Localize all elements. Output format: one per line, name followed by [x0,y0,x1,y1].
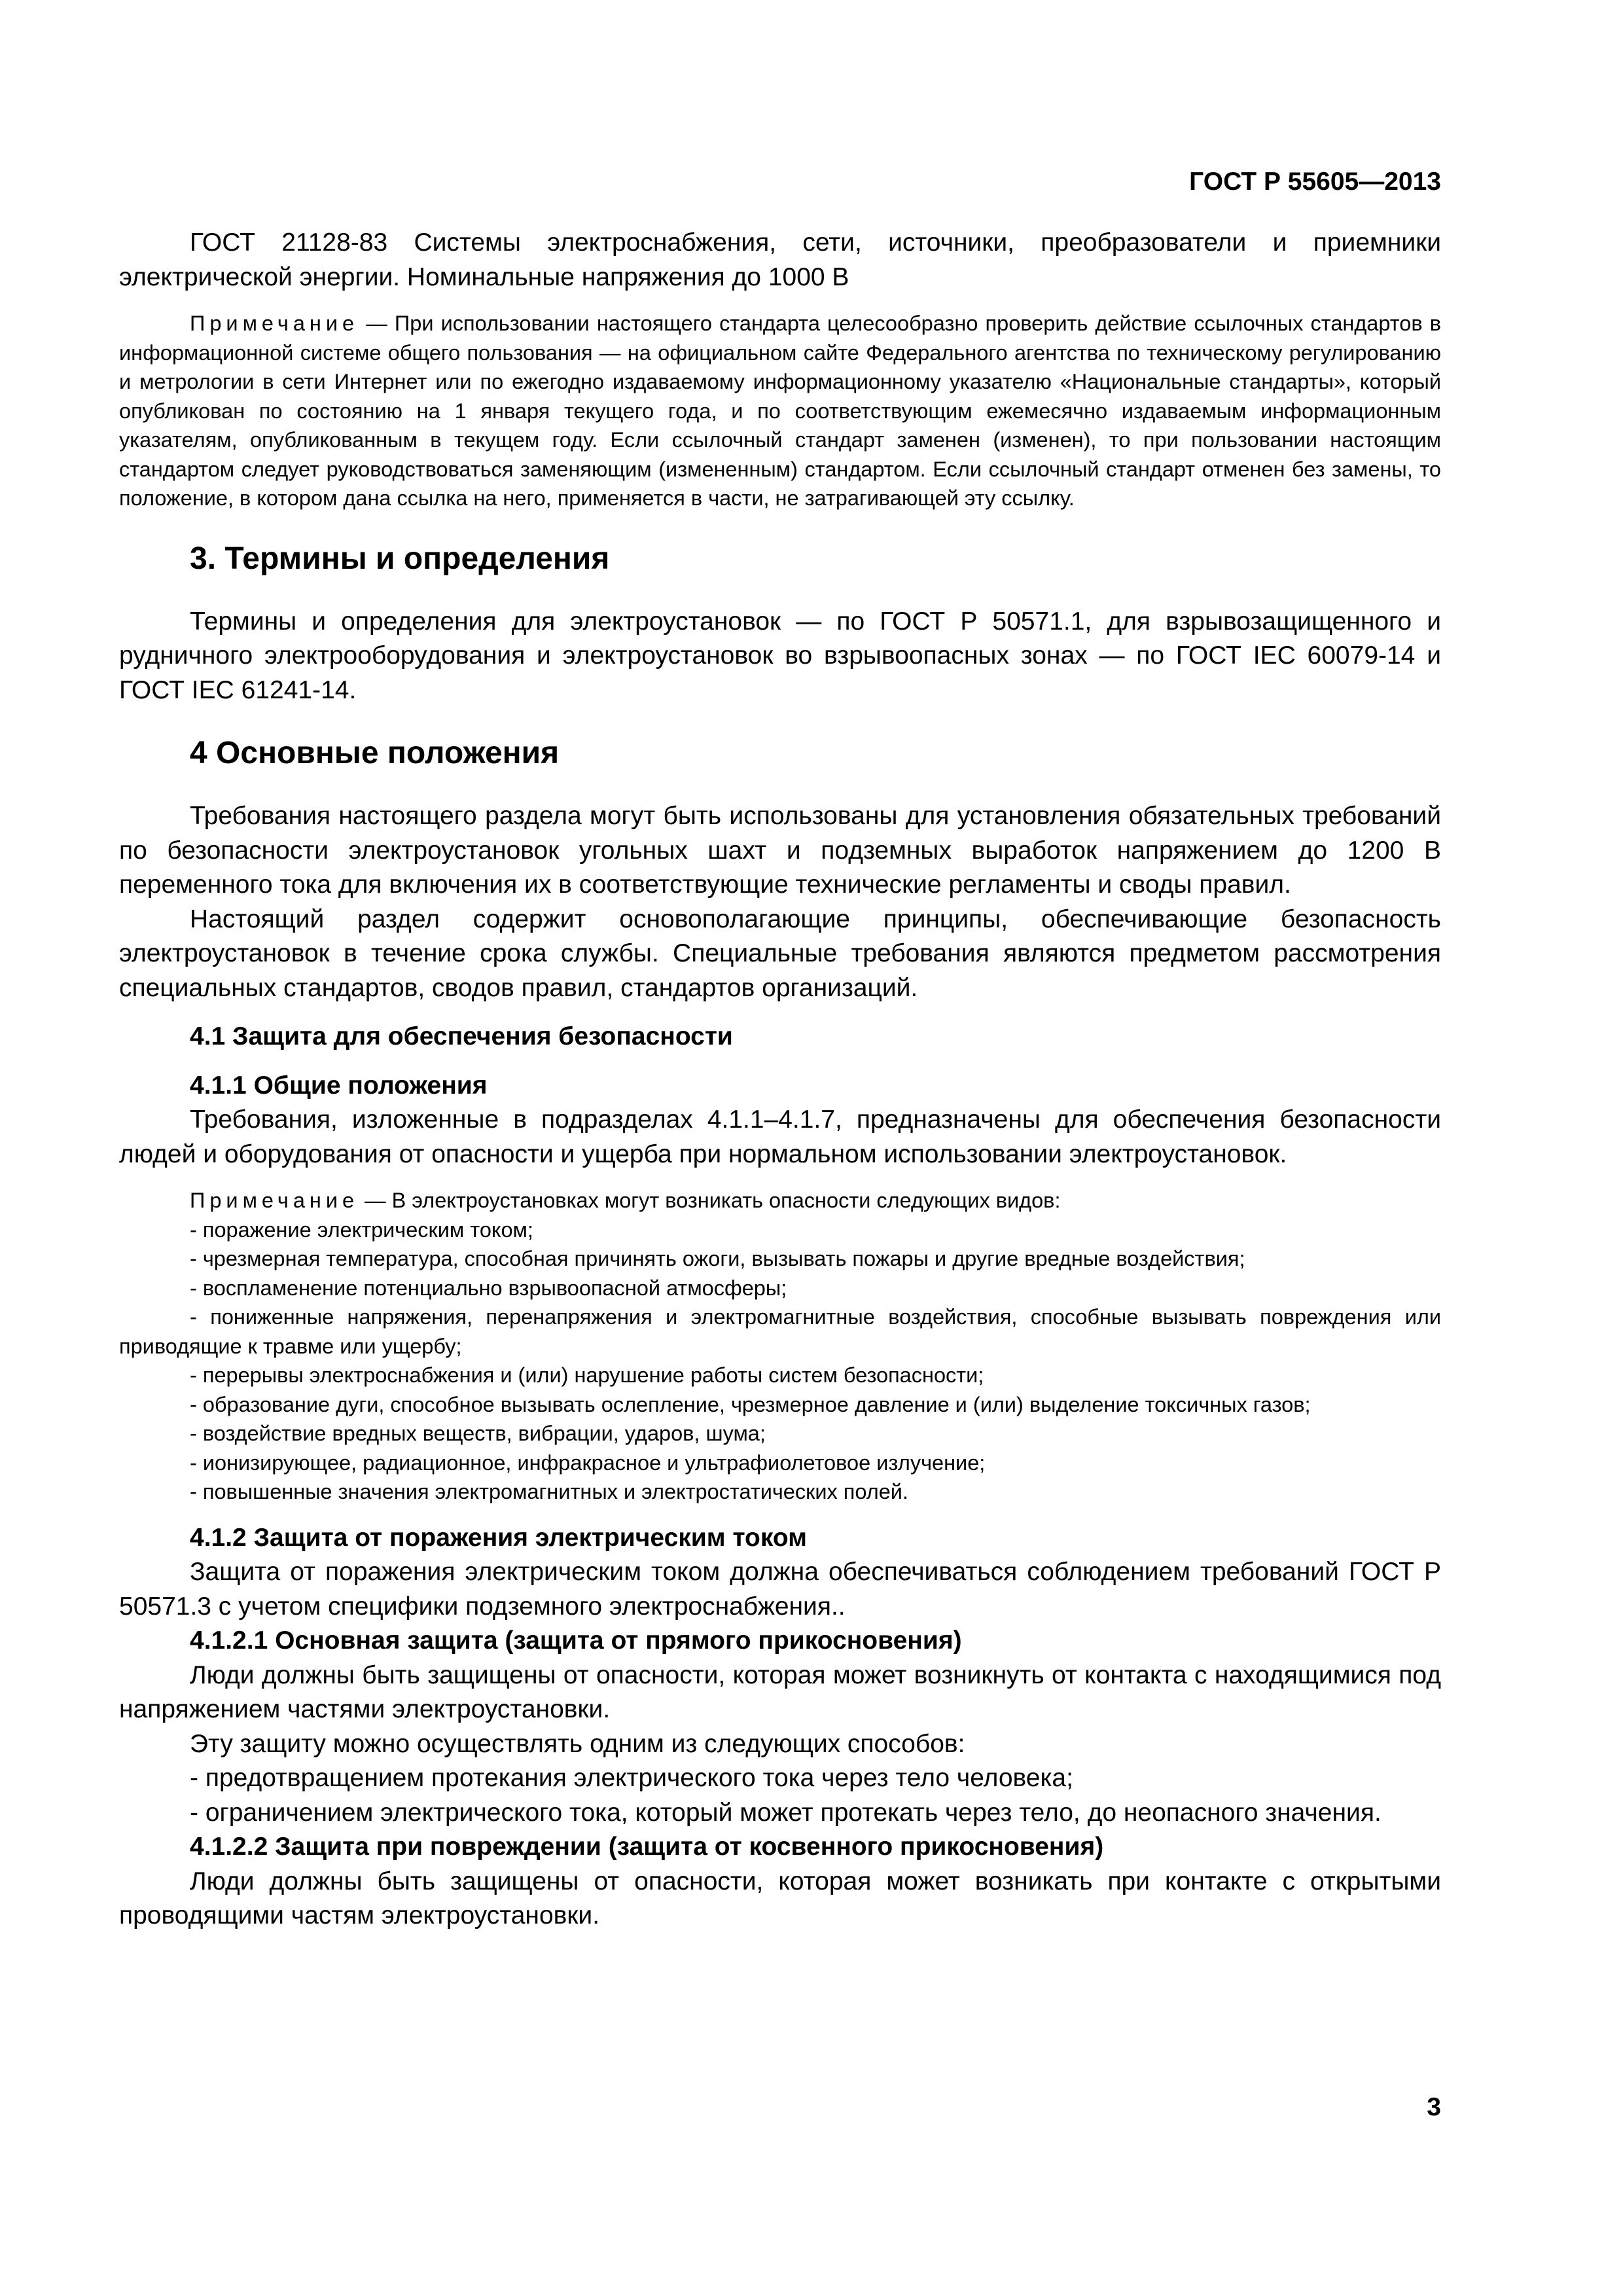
reference-gost-21128: ГОСТ 21128-83 Системы электроснабжения, сети, источники, преобразователи и приемники электрической энергии. Номинальные напряжения до 1000 В [119,228,1441,291]
note-hazards [119,1186,1441,1507]
subsection-4-1-1-title: 4.1.1 Общие положения [190,1071,488,1100]
subsection-4-1-2-1-title: 4.1.2.1 Основная защита (защита от прямого прикосновения) [190,1626,962,1655]
subsection-4-1-2-2-text: Люди должны быть защищены от опасности, которая может возникать при контакте с открытыми проводящими частям электроустановки. [119,1867,1441,1929]
list-item: - воспламенение потенциально взрывоопасной атмосферы; [190,1276,787,1300]
section-3-text: Термины и определения для электроустановок — по ГОСТ Р 50571.1, для взрывозащищенного и рудничного электрооборудования и электроустановок во взрывоопасных зонах — по ГОСТ IEC 60079-14 и ГОСТ IEC 61241-14. [119,607,1441,704]
page-number: 3 [1427,2093,1441,2121]
section-4-title: 4 Основные положения [190,736,560,770]
document-header: ГОСТ Р 55605—2013 [1189,168,1441,196]
note-label: Примечание [190,1189,359,1212]
list-item: - предотвращением протекания электрического тока через тело человека; [190,1764,1073,1792]
subsection-4-1-2-1-text-1: Люди должны быть защищены от опасности, которая может возникнуть от контакта с находящимися под напряжением частями электроустановки. [119,1660,1441,1723]
note-normative-references [119,309,1441,513]
subsection-4-1-2-text: Защита от поражения электрическим током должна обеспечиваться соблюдением требований ГОСТ Р 50571.3 с учетом специфики подземного электроснабжения.. [119,1558,1441,1621]
section-4-para-1: Требования настоящего раздела могут быть использованы для установления обязательных требований по безопасности электроустановок угольных шахт и подземных выработок напряжением до 1200 В переменного тока для включения их в соответствующие технические регламенты и своды правил. [119,802,1441,899]
list-item: - образование дуги, способное вызывать ослепление, чрезмерное давление и (или) выделение токсичных газов; [190,1392,1311,1416]
subsection-4-1-2-2-title: 4.1.2.2 Защита при повреждении (защита от косвенного прикосновения) [190,1833,1104,1861]
list-item: - поражение электрическим током; [190,1217,533,1242]
subsection-4-1-title: 4.1 Защита для обеспечения безопасности [190,1022,733,1050]
list-item: - чрезмерная температура, способная причинять ожоги, вызывать пожары и другие вредные воздействия; [190,1247,1245,1270]
subsection-4-1-1-text: Требования, изложенные в подразделах 4.1.1–4.1.7, предназначены для обеспечения безопасности людей и оборудования от опасности и ущерба при нормальном использовании электроустановок. [119,1105,1441,1168]
list-item: - пониженные напряжения, перенапряжения и электромагнитные воздействия, способные вызывать повреждения или приводящие к травме или ущербу; [119,1305,1441,1358]
subsection-4-1-2-1-text-2: Эту защиту можно осуществлять одним из следующих способов: [190,1729,965,1758]
section-3-title: 3. Термины и определения [190,541,610,576]
list-item: - ионизирующее, радиационное, инфракрасное и ультрафиолетовое излучение; [190,1450,986,1475]
subsection-4-1-2-title: 4.1.2 Защита от поражения электрическим током [190,1523,808,1552]
note-text: — В электроустановках могут возникать опасности следующих видов: [359,1189,1061,1212]
list-item: - воздействие вредных веществ, вибрации, ударов, шума; [190,1422,766,1445]
list-item: - перерывы электроснабжения и (или) нарушение работы систем безопасности; [190,1363,984,1387]
list-item: - ограничением электрического тока, который может протекать через тело, до неопасного значения. [190,1798,1382,1827]
page-content [119,226,1441,1933]
note-label: Примечание [190,312,359,335]
note-text: — При использовании настоящего стандарта целесообразно проверить действие ссылочных стандартов в информационной системе общего пользования — на официальном сайте Федерального агентства по техническому регулированию и метрологии в сети Интернет или по ежегодно издаваемому информационному указателю «Национальные стандарты», который опубликован по состоянию на 1 января текущего года, и по соответствующим ежемесячно издаваемым информационным указателям, опубликованным в текущем году. Если ссылочный стандарт заменен (изменен), то при пользовании настоящим стандартом следует руководствоваться заменяющим (измененным) стандартом. Если ссылочный стандарт отменен без замены, то положение, в котором дана ссылка на него, применяется в части, не затрагивающей эту ссылку. [119,312,1441,510]
list-item: - повышенные значения электромагнитных и электростатических полей. [190,1480,908,1503]
note-hazards-intro [119,1186,1441,1215]
section-4-para-2: Настоящий раздел содержит основополагающие принципы, обеспечивающие безопасность электроустановок в течение срока службы. Специальные требования являются предметом рассмотрения специальных стандартов, сводов правил, стандартов организаций. [119,905,1441,1002]
